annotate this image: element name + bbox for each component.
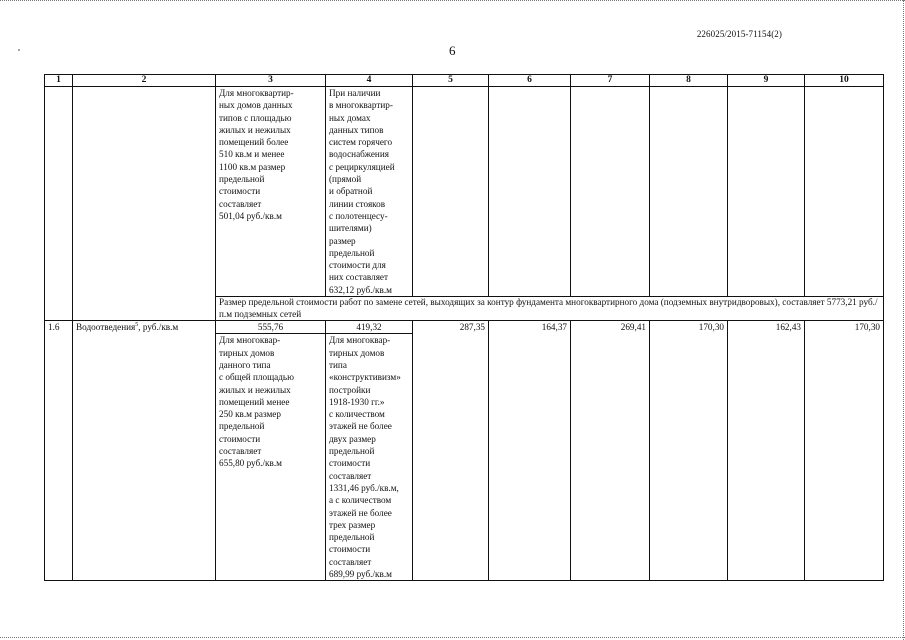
- table-row-1-6: [45, 321, 884, 334]
- value-col5: 287,35: [413, 321, 489, 581]
- row-name: [73, 321, 216, 581]
- value-col3: 555,76: [216, 321, 326, 334]
- footnote-marker: 5: [135, 321, 139, 328]
- note-cell-col4: Для многоквар- тирных домов типа «конструктивизм» постройки 1918-1930 гг.» с количеством этажей не более двух размер предельной стоимости составляет 1331,46 руб./кв.м, а с количеством этажей не более трех размер предельной стоимости составляет 689,99 руб./кв.м: [326, 334, 413, 581]
- value-col9: 162,43: [728, 321, 805, 581]
- column-number: 1: [45, 75, 73, 87]
- note-cell-col3: Для многоквар- тирных домов данного типа с общей площадью жилых и нежилых помещений менее 250 кв.м размер предельной стоимости составляет 655,80 руб./кв.м: [216, 334, 326, 581]
- column-number: 4: [326, 75, 413, 87]
- note-cell-col4: При наличии в многоквартир- ных домах данных типов систем горячего водоснабжения с рециркуляцией (прямой и обратной линии стояков с полотенцесу- шителями) размер предельной стоимости для них составляет 632,12 руб./кв.м: [326, 87, 413, 297]
- column-number: 8: [650, 75, 728, 87]
- empty-cell: [571, 87, 650, 297]
- page-number: 6: [449, 43, 456, 58]
- value-col8: 170,30: [650, 321, 728, 581]
- scan-border-right: [903, 0, 904, 640]
- column-number: 3: [216, 75, 326, 87]
- external-networks-note: Размер предельной стоимости работ по замене сетей, выходящих за контур фундамента многоквартирного дома (подземных внутридворовых), составляет 5773,21 руб./п.м подземных сетей: [216, 297, 884, 321]
- empty-cell: [728, 87, 805, 297]
- column-number: 2: [73, 75, 216, 87]
- value-col4: 419,32: [326, 321, 413, 334]
- column-number-row: [45, 75, 884, 87]
- scan-border-bottom: [0, 637, 905, 638]
- row-name-unit: , руб./кв.м: [138, 322, 179, 333]
- scan-speck: [18, 49, 20, 51]
- empty-cell: [73, 87, 216, 321]
- empty-cell: [650, 87, 728, 297]
- note-cell-col3: Для многоквартир- ных домов данных типов с площадью жилых и нежилых помещений более 510 кв.м и менее 1100 кв.м размер предельной стоимости составляет 501,04 руб./кв.м: [216, 87, 326, 297]
- empty-cell: [45, 87, 73, 321]
- empty-cell: [805, 87, 884, 297]
- column-number: 10: [805, 75, 884, 87]
- column-number: 6: [489, 75, 571, 87]
- document-number: 226025/2015-71154(2): [696, 29, 782, 39]
- column-number: 7: [571, 75, 650, 87]
- column-number: 5: [413, 75, 489, 87]
- value-col6: 164,37: [489, 321, 571, 581]
- empty-cell: [413, 87, 489, 297]
- row-name-text: Водоотведения: [76, 322, 136, 333]
- tariff-table: [44, 74, 884, 581]
- empty-cell: [489, 87, 571, 297]
- value-col7: 269,41: [571, 321, 650, 581]
- row-code: 1.6: [45, 321, 73, 581]
- value-col10: 170,30: [805, 321, 884, 581]
- scan-border-top: [0, 0, 905, 4]
- table-row: [45, 87, 884, 297]
- column-number: 9: [728, 75, 805, 87]
